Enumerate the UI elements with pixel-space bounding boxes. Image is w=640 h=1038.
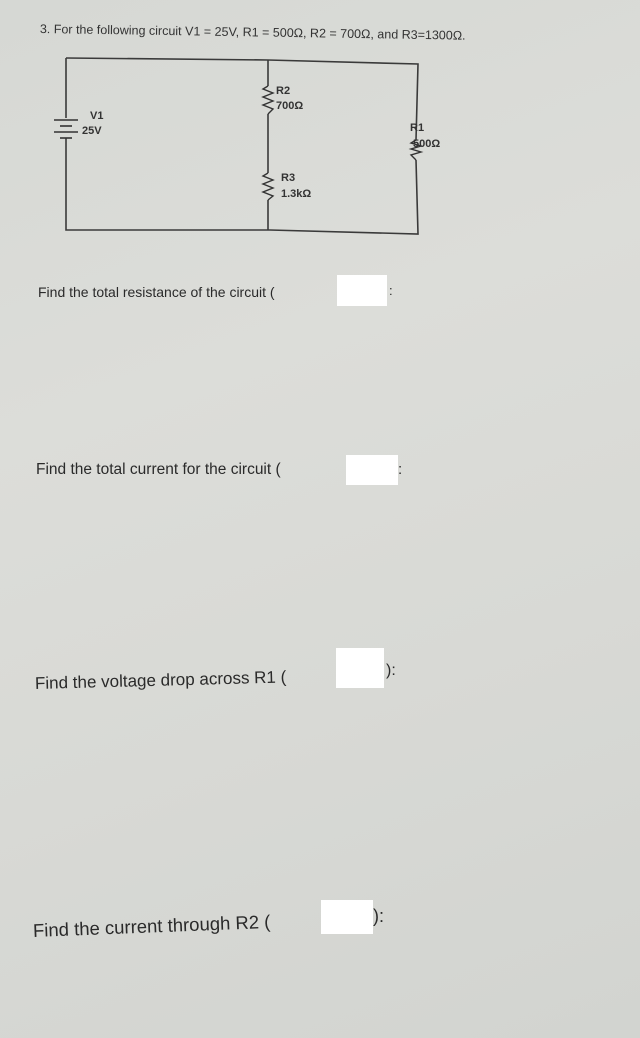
resistor-r2-icon [263,86,273,114]
question-suffix: ): [386,662,396,679]
answer-box-total-resistance[interactable] [337,275,387,306]
r1-name-label: R1 [410,122,425,134]
circuit-diagram [40,48,440,248]
question-total-current: Find the total current for the circuit ( [36,461,281,478]
problem-title: 3. For the following circuit V1 = 25V, R1 = 500Ω, R2 = 700Ω, and R3=1300Ω. [39,22,466,43]
battery-icon [54,120,78,138]
r2-name-label: R2 [276,85,291,97]
question-voltage-drop-r1: Find the voltage drop across R1 ( [34,667,287,693]
answer-box-current-r2[interactable] [321,900,373,934]
r3-value-label: 1.3kΩ [281,188,312,200]
question-current-r2: Find the current through R2 ( [32,910,271,941]
answer-box-voltage-drop-r1[interactable] [336,648,384,688]
question-suffix: ): [373,906,384,926]
v1-name-label: V1 [90,110,104,122]
circuit-svg [40,48,440,248]
circuit-wires [66,58,418,234]
r3-name-label: R3 [281,172,296,184]
answer-box-total-current[interactable] [346,455,398,485]
question-suffix: : [389,283,393,298]
v1-value-label: 25V [82,125,102,137]
r2-value-label: 700Ω [276,100,304,112]
question-total-resistance: Find the total resistance of the circuit ( [38,284,275,300]
resistor-r3-icon [263,173,273,200]
r1-value-label: 500Ω [413,138,441,150]
question-suffix: : [398,461,403,478]
